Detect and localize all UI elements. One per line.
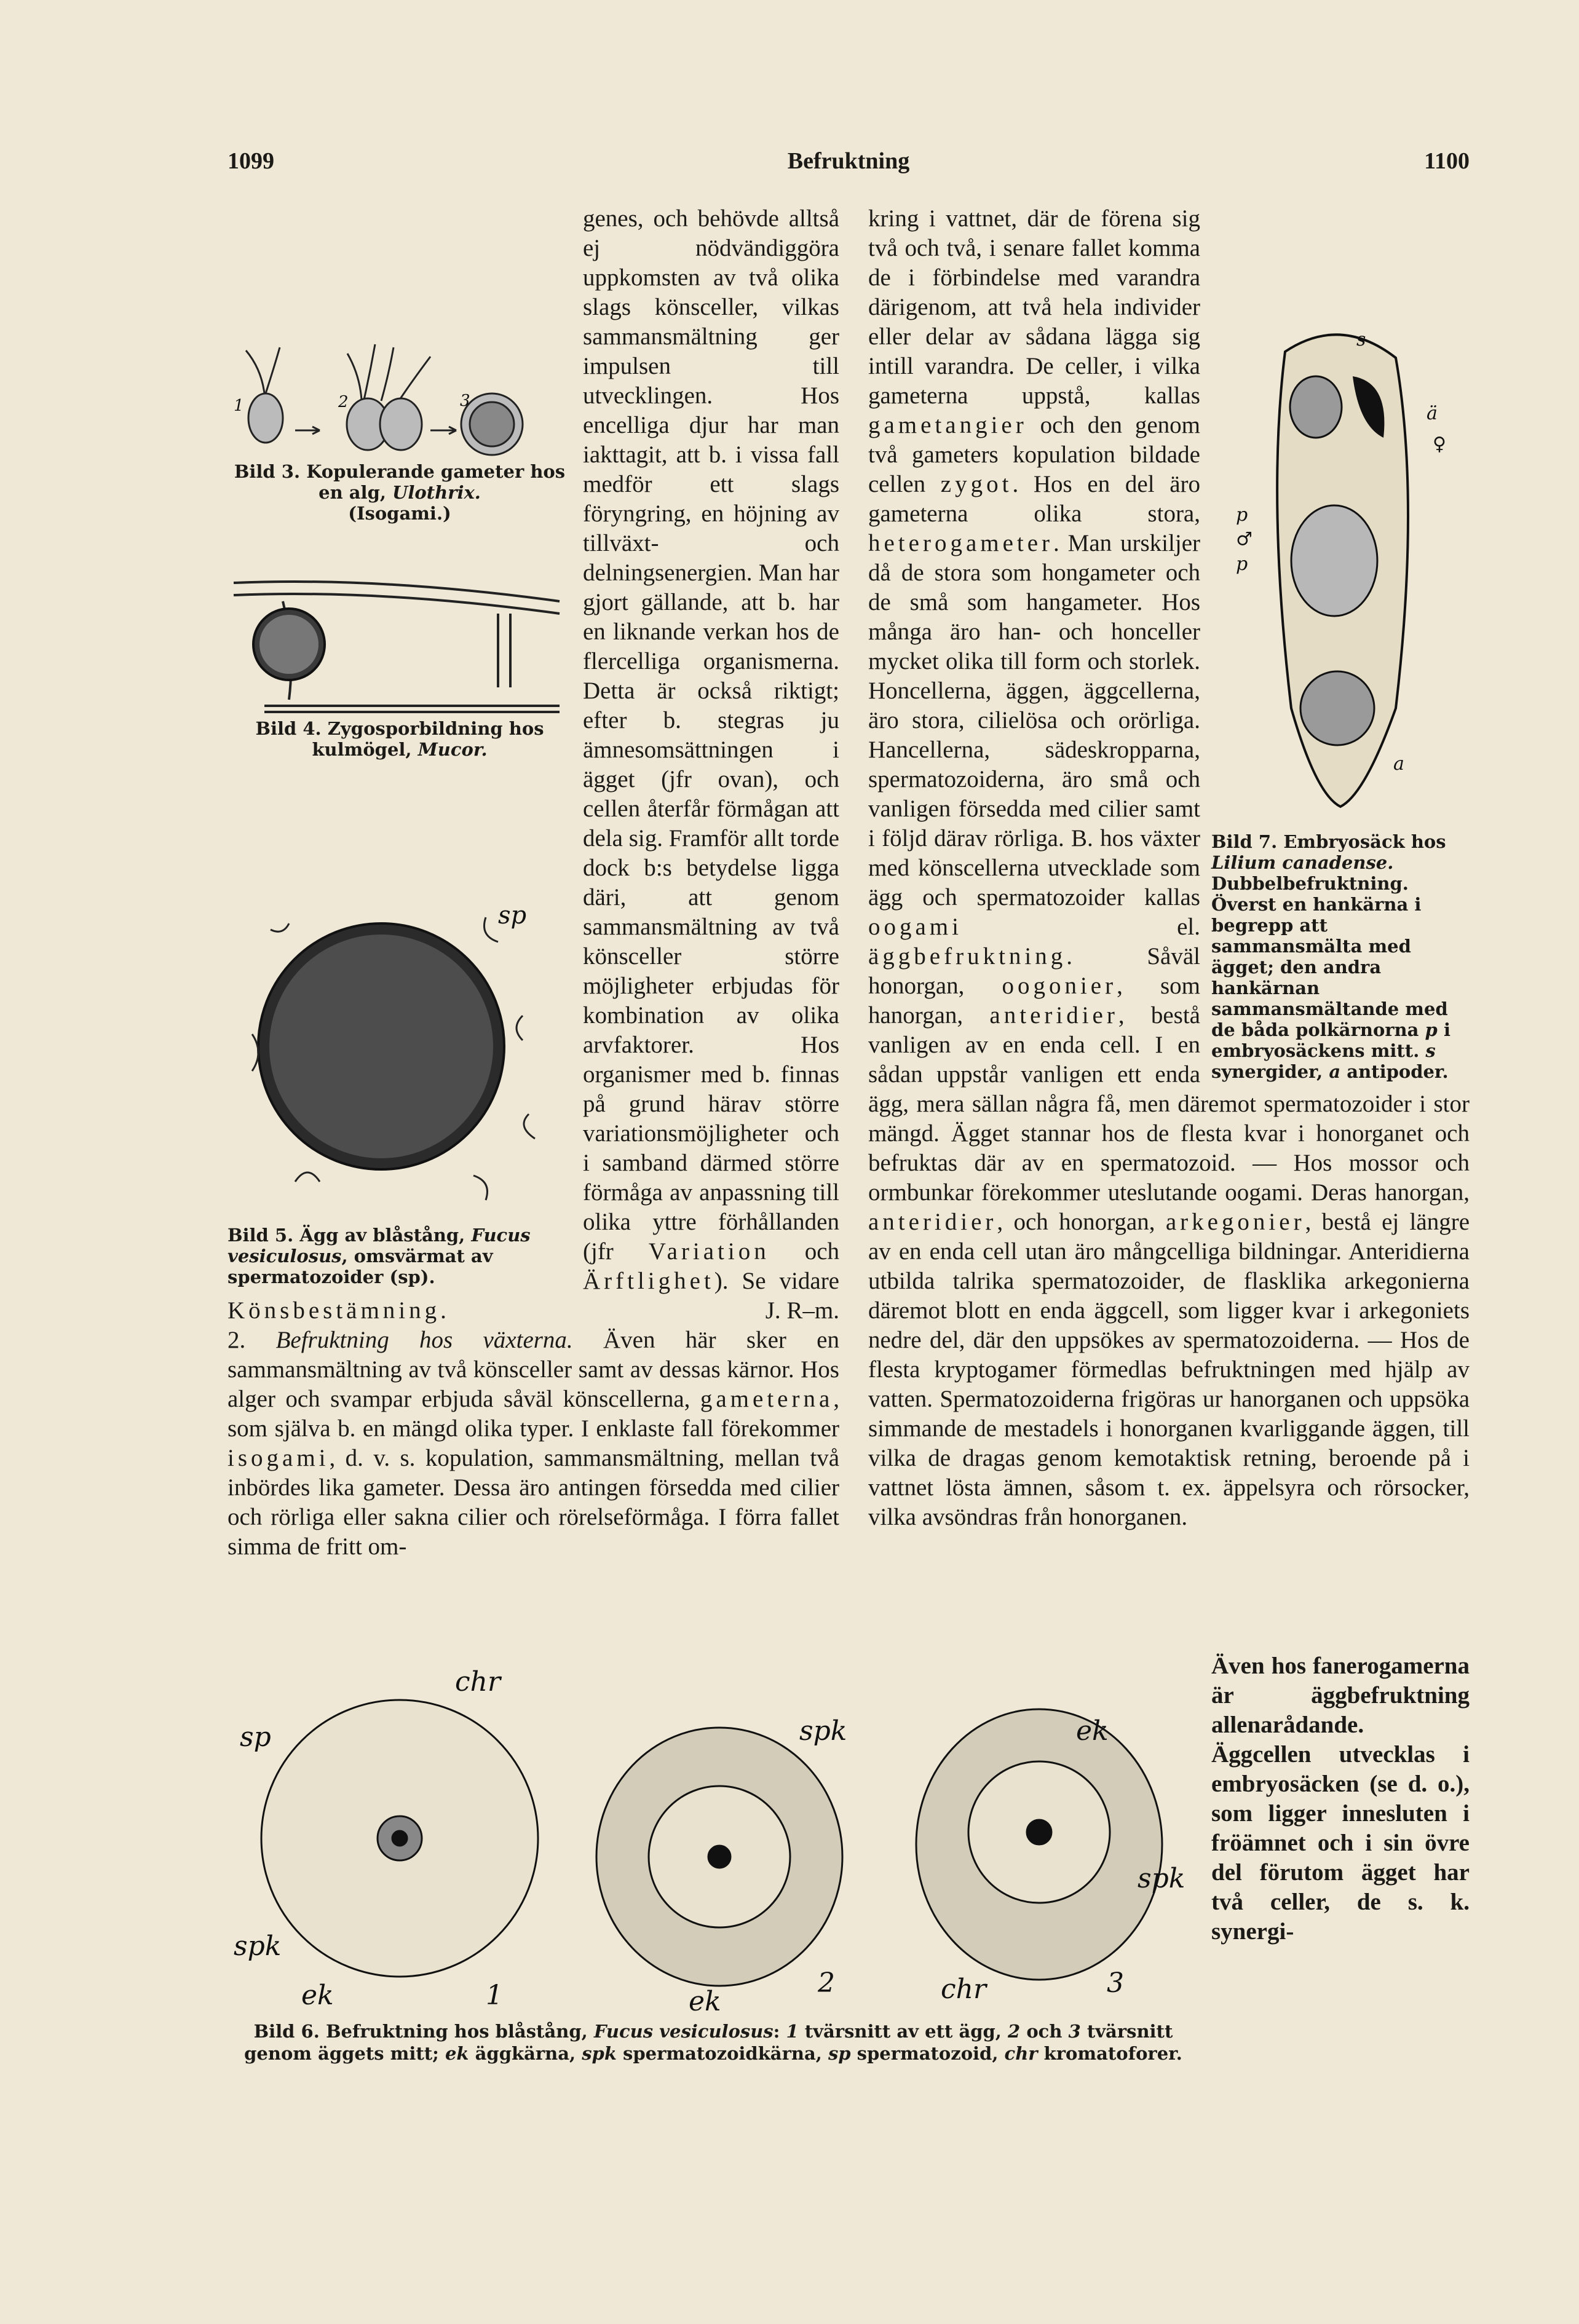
- figure-7-label-antipod: a: [1393, 753, 1404, 775]
- author-signature: J. R–m.: [765, 1297, 839, 1324]
- figure-6-label-spk-2: spk: [799, 1715, 847, 1747]
- figure-6-label-ek-3: ek: [1076, 1715, 1109, 1747]
- figure-6-label-ek-2: ek: [689, 1986, 721, 2017]
- figure-6-caption: Bild 6. Befruktning hos blåstång, Fucus vesiculosus: 1 tvärsnitt av ett ägg, 2 och 3 tvärsnitt genom äggets mitt; ek äggkärna, spk spermatozoidkärna, sp spermatozoid, chr kromatoforer.: [244, 2021, 1182, 2064]
- figure-6-label-sp: sp: [240, 1721, 271, 1753]
- figure-7-label-p2: p: [1236, 553, 1248, 575]
- figure-7-illustration: [1211, 315, 1470, 831]
- figure-4-illustration: [228, 564, 572, 718]
- figure-4-caption: Bild 4. Zygosporbildning hos kulmögel, Mucor.: [255, 718, 544, 760]
- figure-6-label-number-2: 2: [818, 1967, 835, 1999]
- figure-6-label-spk-1: spk: [234, 1931, 282, 1962]
- left-paragraph-1: genes, och behövde alltså ej nödvändiggöra uppkomsten av två olika slags könsceller, vilkas sammansmältning ger impulsen till utvecklingen. Hos encelliga djur har man iakttagit, att b. i vissa fall medför ett slags föryngring, en höjning av tillväxt- och delningsenergien. Man har gjort gällande, att b. har en liknande verkan hos de flercelliga organismerna. Detta är också riktigt; efter b. stegras ju ämnesomsättningen i ägget (jfr ovan), och cellen återfår förmågan att dela sig. Framför allt torde dock b:s betydelse ligga däri, att genom sammansmältning av två könsceller större möjligheter erbjudas för kombination av olika arvfaktorer. Hos organismer med b. finnas på grund härav större variationsmöjligheter och i samband därmed större förmåga av anpassning till olika yttre förhållanden (jfr Variation och Ärftlighet). Se vidare Könsbestämning. J. R–m.: [228, 204, 839, 1326]
- right-paragraph-1: kring i vattnet, där de förena sig två och två, i senare fallet komma de i förbindelse med varandra därigenom, att två hela individer eller delar av sådana lägga sig intill varandra. De celler, i vilka gameterna uppstå, kallas gametangier och den genom två gameters kopulation bildade cellen zygot. Hos en del äro gameterna olika stora, heterogameter. Man urskiljer då de stora som hongameter och de små som hangameter. Hos många äro han- och honceller mycket olika till form och storlek. Honcellerna, äggen, äggcellerna, äro stora, cilielösa och orörliga. Hancellerna, sädeskropparna, spermatozoiderna, äro små och vanligen försedda med cilier samt i följd därav rörliga. B. hos växter med könscellerna utvecklade som ägg och spermatozoider kallas oogami el. äggbefruktning. Såväl honorgan, oogonier, som hanorgan, anteridier, bestå vanligen av en enda cell. I en sådan uppstår vanligen ett enda ägg, mera sällan några få, men däremot spermatozoider i stor mängd. Ägget stannar hos de flesta kvar i honorganet och befruktas där av en spermatozoid. — Hos mossor och ormbunkar förekommer uteslutande oogami. Deras hanorgan, anteridier, och honorgan, arkegonier, bestå ej längre av en enda cell utan äro mångcelliga bildningar. Anteridierna utbilda talrika spermatozoider, de flasklika arkegonierna däremot blott en enda äggcell, som ligger kvar i arkegoniets nedre del, där den uppsökes av spermatozoiderna. — Hos de flesta kryptogamer förmedlas befruktningen med hjälp av vatten. Spermatozoiderna frigöras ur hanorganen och uppsöka simmande de mestadels i honorganen kvarliggande äggen, till vilka de dragas genom kemotaktisk retning, beroende på i vattnet lösta ämnen, såsom t. ex. äppelsyra och rörsocker, vilka avsöndras från honorganen.: [868, 205, 1470, 1530]
- figure-3-label-1: 1: [234, 397, 244, 415]
- figure-5-label-sp: sp: [498, 901, 527, 930]
- figure-5-caption: Bild 5. Ägg av blåstång, Fucus vesiculosus, omsvärmat av spermatozoider (sp).: [228, 1225, 531, 1287]
- figure-7-label-p1: p: [1236, 504, 1248, 526]
- page-number-right: 1100: [1424, 148, 1470, 174]
- figure-7-label-male: ♂: [1236, 529, 1253, 550]
- figure-7-label-female: ♀: [1433, 433, 1446, 455]
- right-paragraph-2: Även hos fanerogamerna är äggbefruktning allenarådande. Äggcellen utvecklas i embryosäcken (se d. o.), som ligger innesluten i fröämnet och i sin övre del förutom ägget har två celler, de s. k. synergi-: [1211, 1653, 1470, 1945]
- figure-7-label-s: s: [1356, 329, 1366, 350]
- page-header: [228, 148, 1470, 184]
- figure-3: [228, 332, 572, 524]
- figure-6-illustration: [228, 1660, 1205, 2017]
- figure-4: [228, 564, 572, 760]
- figure-6-label-number-3: 3: [1107, 1967, 1124, 1999]
- figure-6-label-number-1: 1: [486, 1980, 503, 2011]
- figure-6-label-chr-3: chr: [941, 1974, 987, 2005]
- figure-6: [228, 1660, 1205, 2017]
- figure-3-illustration: [228, 332, 572, 461]
- figure-3-caption: Bild 3. Kopulerande gameter hos en alg, Ulothrix. (Isogami.): [234, 461, 566, 524]
- figure-5: [228, 893, 572, 1287]
- left-column: [228, 204, 839, 1655]
- page-number-left: 1099: [228, 148, 274, 174]
- figure-3-label-3: 3: [460, 392, 470, 410]
- right-column-bottom: [1211, 1651, 1470, 1947]
- figure-7-label-a: ä: [1427, 403, 1438, 424]
- figure-7: [1211, 315, 1470, 1082]
- running-title: Befruktning: [787, 148, 910, 174]
- figure-5-illustration: [228, 893, 572, 1225]
- figure-6-label-chr-1: chr: [455, 1666, 501, 1698]
- left-paragraph-2: 2. Befruktning hos växterna. Även här sker en sammansmältning av två könsceller samt av dessas kärnor. Hos alger och svampar erbjuda såväl könscellerna, gameterna, som själva b. en mängd olika typer. I enklaste fall förekommer isogami, d. v. s. kopulation, sammansmältning, mellan två inbördes lika gameter. Dessa äro antingen försedda med cilier och rörliga eller sakna cilier och rörelseförmåga. I förra fallet simma de fritt om-: [228, 1327, 840, 1560]
- figure-3-label-2: 2: [338, 393, 349, 411]
- right-column: [868, 204, 1470, 1655]
- figure-7-caption: Bild 7. Embryosäck hos Lilium canadense. Dubbelbefruktning. Överst en hankärna i begrepp att sammansmälta med ägget; den andra hankärnan sammansmältande med de båda polkärnorna p i embryosäckens mitt. s synergider, a antipoder.: [1211, 831, 1450, 1082]
- figure-6-label-ek-1: ek: [301, 1980, 334, 2011]
- figure-6-label-spk-3: spk: [1138, 1863, 1185, 1894]
